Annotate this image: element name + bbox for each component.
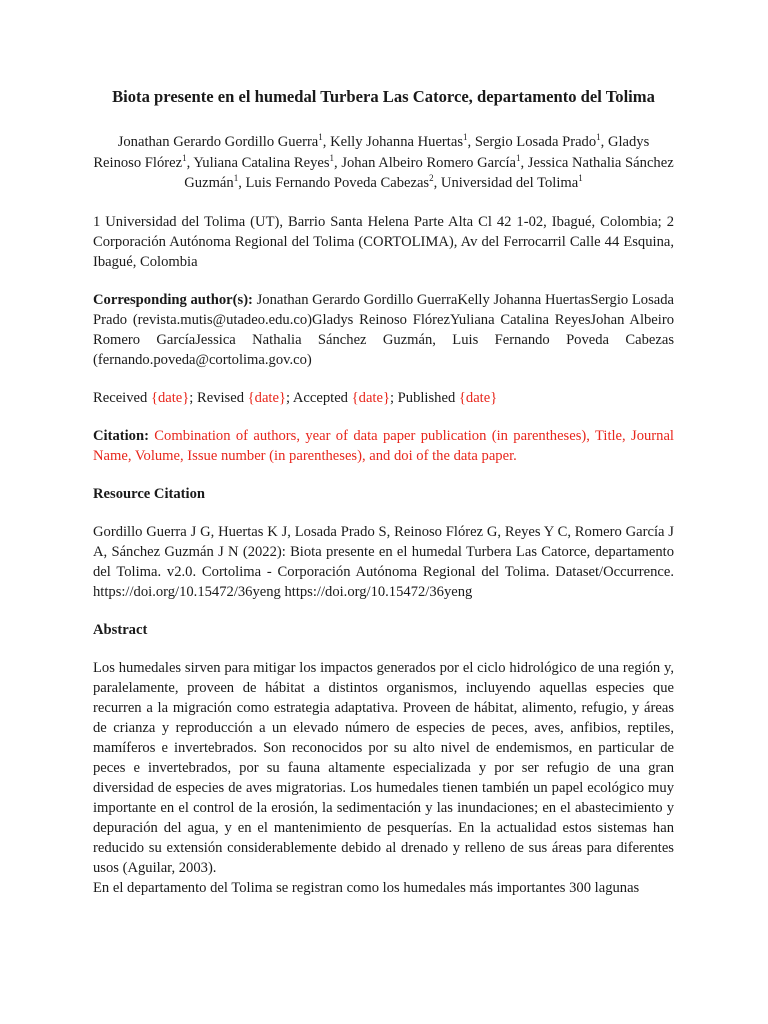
author-list: Jonathan Gerardo Gordillo Guerra$^1$, Kelly Johanna Huertas$^1$, Sergio Losada Prado$^1$, Gladys Reinoso Flórez$^1$, Yuliana Catalina Reyes$^1$, Johan Albeiro Romero García$^1$, Jessica Nathalia Sánchez Guzmán$^1$, Luis Fernando Poveda Cabezas$^2$, Universidad del Tolima$^1$ — [93, 132, 674, 191]
corresponding-label: Corresponding author(s): — [93, 291, 253, 308]
accepted-label: ; Accepted — [285, 389, 352, 406]
dates-line — [93, 388, 674, 408]
abstract-paragraph-1: Los humedales sirven para mitigar los impactos generados por el ciclo hidrológico de una región y, paralelamente, proveen de hábitat a distintos organismos, incluyendo aquellas especies que recurren a la migración como estrategia adaptativa. Proveen de hábitat, alimento, refugio, y áreas de crianza y reproducción a un elevado número de especies de peces, aves, anfibios, reptiles, mamíferos e invertebrados. Son reconocidos por su alto nivel de endemismos, en particular de peces e invertebrados, por su fauna altamente especializada y por ser refugio de una gran diversidad de especies de aves migratorias. Los humedales tienen también un papel ecológico muy importante en el control de la erosión, la sedimentación y las inundaciones; en el abastecimiento y depuración del agua, y en el mantenimiento de pesquerías. En la actualidad estos sistemas han reducido su extensión considerablemente debido al drenado y relleno de sus áreas para diferentes usos (Aguilar, 2003). — [93, 659, 674, 876]
author-name: Jessica Nathalia Sánchez Guzmán — [184, 154, 674, 191]
accepted-date: {date} — [351, 389, 390, 406]
resource-citation-heading: Resource Citation — [93, 485, 206, 502]
author-name: Johan Albeiro Romero García — [341, 154, 516, 171]
author-name: Luis Fernando Poveda Cabezas — [245, 175, 430, 191]
citation-text: Combination of authors, year of data paper publication (in parentheses), Title, Journal Name, Volume, Issue number (in parentheses), and doi of the data paper. — [93, 427, 674, 464]
abstract-heading: Abstract — [93, 621, 148, 638]
received-label: Received — [93, 389, 151, 406]
resource-citation-text: Gordillo Guerra J G, Huertas K J, Losada Prado S, Reinoso Flórez G, Reyes Y C, Romero García J A, Sánchez Guzmán J N (2022): Biota presente en el humedal Turbera Las Catorce, departamento del Tolima. v2.0. Cortolima - Corporación Autónoma Regional del Tolima. Dataset/Occurrence. https://doi.org/10.15472/36yeng https://doi.org/10.15472/36yeng — [93, 523, 674, 600]
author-affiliation-mark: 1 — [516, 152, 521, 163]
received-date: {date} — [150, 389, 190, 406]
author-affiliation-mark: 1 — [182, 152, 187, 163]
revised-label: ; Revised — [189, 389, 248, 406]
author-name: Jonathan Gerardo Gordillo Guerra — [117, 134, 319, 150]
published-label: ; Published — [389, 389, 459, 406]
paper-title: Biota presente en el humedal Turbera Las Catorce, departamento del Tolima — [112, 87, 655, 106]
author-name: Gladys Reinoso Flórez — [93, 134, 650, 171]
affiliations: 1 Universidad del Tolima (UT), Barrio Santa Helena Parte Alta Cl 42 1-02, Ibagué, Colombia; 2 Corporación Autónoma Regional del Tolima (CORTOLIMA), Av del Ferrocarril Calle 44 Esquina, Ibagué, Colombia — [93, 213, 674, 270]
abstract-paragraph-2: En el departamento del Tolima se registran como los humedales más importantes 300 lagunas — [93, 879, 640, 896]
author-name: Universidad del Tolima — [440, 175, 579, 191]
author-name: Kelly Johanna Huertas — [330, 134, 464, 150]
corresponding-text: Jonathan Gerardo Gordillo GuerraKelly Johanna HuertasSergio Losada Prado (revista.mutis@utadeo.edu.co)Gladys Reinoso FlórezYuliana Catalina ReyesJohan Albeiro Romero GarcíaJessica Nathalia Sánchez Guzmán, Luis Fernando Poveda Cabezas (fernando.poveda@cortolima.gov.co) — [93, 291, 675, 368]
author-affiliation-mark: 1 — [596, 132, 601, 142]
author-affiliation-mark: 1 — [578, 173, 583, 183]
author-affiliation-mark: 1 — [233, 173, 239, 183]
author-affiliation-mark: 2 — [429, 173, 434, 183]
author-name: Yuliana Catalina Reyes — [193, 154, 330, 171]
citation-label: Citation: — [93, 427, 149, 444]
corresponding-authors — [93, 290, 674, 370]
revised-date: {date} — [247, 389, 286, 406]
citation — [93, 426, 674, 466]
published-date: {date} — [458, 389, 498, 406]
author-affiliation-mark: 1 — [318, 132, 323, 142]
author-name: Sergio Losada Prado — [474, 134, 597, 150]
author-affiliation-mark: 1 — [329, 152, 335, 163]
author-affiliation-mark: 1 — [463, 132, 468, 142]
